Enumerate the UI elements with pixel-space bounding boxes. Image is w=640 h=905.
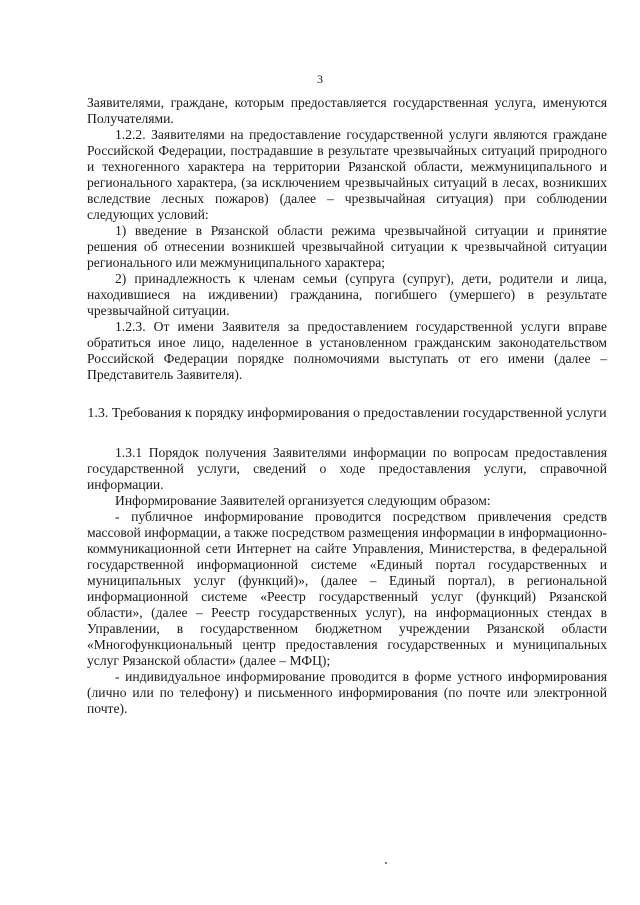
paragraph-1-2-2: 1.2.2. Заявителями на предоставление государственной услуги являются граждане Российской Федерации, пострадавшие в результате чрезвычайных ситуаций природного и техногенного характера на территории Рязанской области, межмуниципального и регионального характера, (за исключением чрезвычайных ситуаций в лесах, возникших вследствие лесных пожаров) (далее – чрезвычайная ситуация) при соблюдении следующих условий: <box>87 127 607 222</box>
scan-artifact-dot <box>385 862 387 864</box>
condition-1: 1) введение в Рязанской области режима чрезвычайной ситуации и принятие решения об отнесении возникшей чрезвычайной ситуации к чрезвычайной ситуации регионального или межмуниципального характера; <box>87 223 607 270</box>
paragraph-organization: Информирование Заявителей организуется следующим образом: <box>115 493 491 508</box>
page-number: 3 <box>317 72 323 86</box>
condition-2: 2) принадлежность к членам семьи (супруга (супруг), дети, родители и лица, находившиеся на иждивении) гражданина, погибшего (умершего) в результате чрезвычайной ситуации. <box>87 271 607 318</box>
paragraph-1-3-1: 1.3.1 Порядок получения Заявителями информации по вопросам предоставления государственной услуги, сведений о ходе предоставления услуги, справочной информации. <box>87 445 607 492</box>
bullet-individual-informing: - индивидуальное информирование проводится в форме устного информирования (лично или по телефону) и письменного информирования (по почте или электронной почте). <box>87 669 607 716</box>
document-body <box>87 95 607 717</box>
section-heading-1-3: 1.3. Требования к порядку информирования о предоставлении государственной услуги <box>87 406 607 421</box>
paragraph-recipients: Заявителями, граждане, которым предоставляется государственная услуга, именуются Получателями. <box>87 95 607 126</box>
bullet-public-informing: - публичное информирование проводится посредством привлечения средств массовой информации, а также посредством размещения информации в информационно-коммуникационной сети Интернет на сайте Управления, Министерства, в федеральной государственной информационной системе «Единый портал государственных и муниципальных услуг (функций)», (далее – Единый портал), в региональной информационной системе «Реестр государственный услуг (функций) Рязанской области», (далее – Реестр государственных услуг), на информационных стендах в Управлении, в государственном бюджетном учреждении Рязанской области «Многофункциональный центр предоставления государственных и муниципальных услуг Рязанской области» (далее – МФЦ); <box>87 509 607 668</box>
paragraph-1-2-3: 1.2.3. От имени Заявителя за предоставлением государственной услуги вправе обратиться иное лицо, наделенное в установленном гражданским законодательством Российской Федерации порядке полномочиями выступать от его имени (далее – Представитель Заявителя). <box>87 319 607 382</box>
